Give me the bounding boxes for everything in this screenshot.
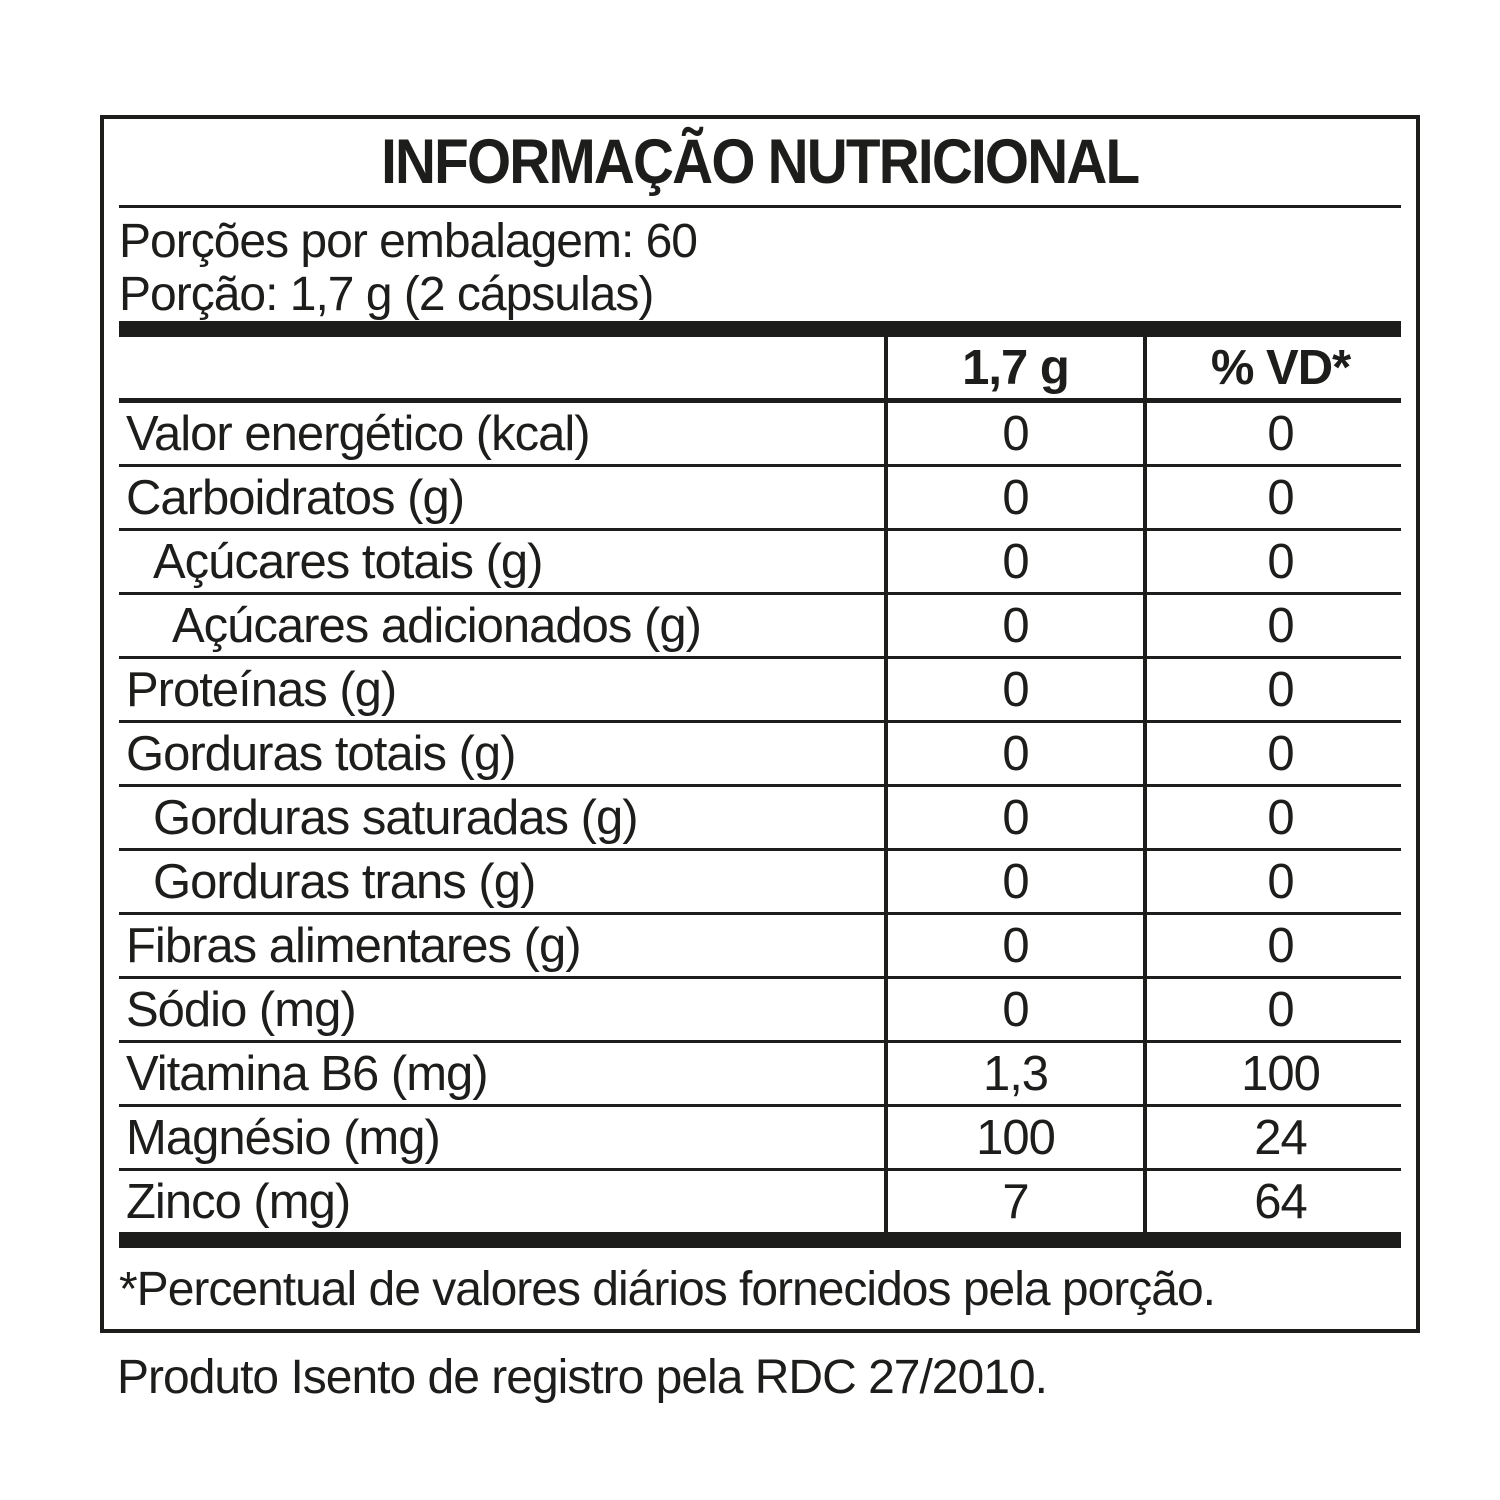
nutrient-daily-value: 0 [1267,854,1294,909]
nutrient-amount: 0 [1002,982,1029,1037]
nutrition-facts-box [100,115,1420,1333]
nutrient-name: Fibras alimentares (g) [126,918,581,973]
nutrient-amount: 1,3 [982,1046,1049,1101]
table-row [104,659,1416,720]
table-row [104,915,1416,976]
nutrient-daily-value: 0 [1267,918,1294,973]
nutrient-name: Açúcares adicionados (g) [172,598,701,653]
label-title-wrap [104,119,1416,205]
nutrition-table [104,337,1416,1232]
column-divider-2 [1143,337,1147,1232]
nutrition-table-body [104,403,1416,1232]
header-daily-value: % VD* [1210,340,1351,395]
nutrient-daily-value: 0 [1267,598,1294,653]
nutrient-daily-value: 0 [1267,726,1294,781]
nutrient-name: Gorduras saturadas (g) [153,790,638,845]
nutrient-daily-value: 0 [1267,406,1294,461]
nutrient-daily-value: 24 [1254,1110,1307,1165]
table-row [104,979,1416,1040]
header-amount: 1,7 g [962,340,1069,395]
table-row [104,851,1416,912]
nutrient-amount: 0 [1002,406,1029,461]
nutrient-amount: 0 [1002,534,1029,589]
nutrient-name: Proteínas (g) [126,662,397,717]
nutrient-amount: 0 [1002,662,1029,717]
daily-value-footnote: *Percentual de valores diários fornecidos pela porção. [119,1262,1216,1316]
nutrient-name: Gorduras trans (g) [153,854,536,909]
table-row [104,1043,1416,1104]
nutrient-amount: 100 [976,1110,1055,1165]
nutrient-daily-value: 64 [1254,1174,1307,1229]
nutrient-amount: 0 [1002,918,1029,973]
table-row [104,1171,1416,1232]
bottom-thick-bar [119,1232,1401,1248]
nutrient-amount: 0 [1002,470,1029,525]
table-row [104,531,1416,592]
table-row [104,787,1416,848]
portion-size: Porção: 1,7 g (2 cápsulas) [119,268,654,321]
registration-note: Produto Isento de registro pela RDC 27/2010. [117,1351,1047,1404]
table-row [104,723,1416,784]
nutrient-daily-value: 0 [1267,534,1294,589]
nutrient-amount: 0 [1002,726,1029,781]
top-thick-bar [119,321,1401,337]
column-divider-1 [884,337,888,1232]
table-row [104,403,1416,464]
nutrient-name: Açúcares totais (g) [153,534,543,589]
nutrient-name: Vitamina B6 (mg) [126,1046,488,1101]
nutrient-name: Magnésio (mg) [126,1110,440,1165]
nutrient-daily-value: 0 [1267,982,1294,1037]
nutrient-daily-value: 0 [1267,662,1294,717]
nutrient-amount: 7 [1002,1174,1029,1229]
servings-per-package: Porções por embalagem: 60 [119,215,697,268]
nutrient-amount: 0 [1002,598,1029,653]
nutrient-amount: 0 [1002,854,1029,909]
table-row [104,467,1416,528]
nutrient-amount: 0 [1002,790,1029,845]
nutrient-name: Valor energético (kcal) [126,406,590,461]
nutrient-name: Sódio (mg) [126,982,356,1037]
nutrient-daily-value: 0 [1267,470,1294,525]
nutrient-daily-value: 0 [1267,790,1294,845]
nutrient-daily-value: 100 [1241,1046,1320,1101]
serving-info [104,208,1416,321]
table-row [104,1107,1416,1168]
label-title: INFORMAÇÃO NUTRICIONAL [381,127,1139,197]
nutrient-name: Carboidratos (g) [126,470,465,525]
nutrient-name: Gorduras totais (g) [126,726,516,781]
table-header-row [104,337,1416,398]
nutrient-name: Zinco (mg) [126,1174,351,1229]
table-row [104,595,1416,656]
